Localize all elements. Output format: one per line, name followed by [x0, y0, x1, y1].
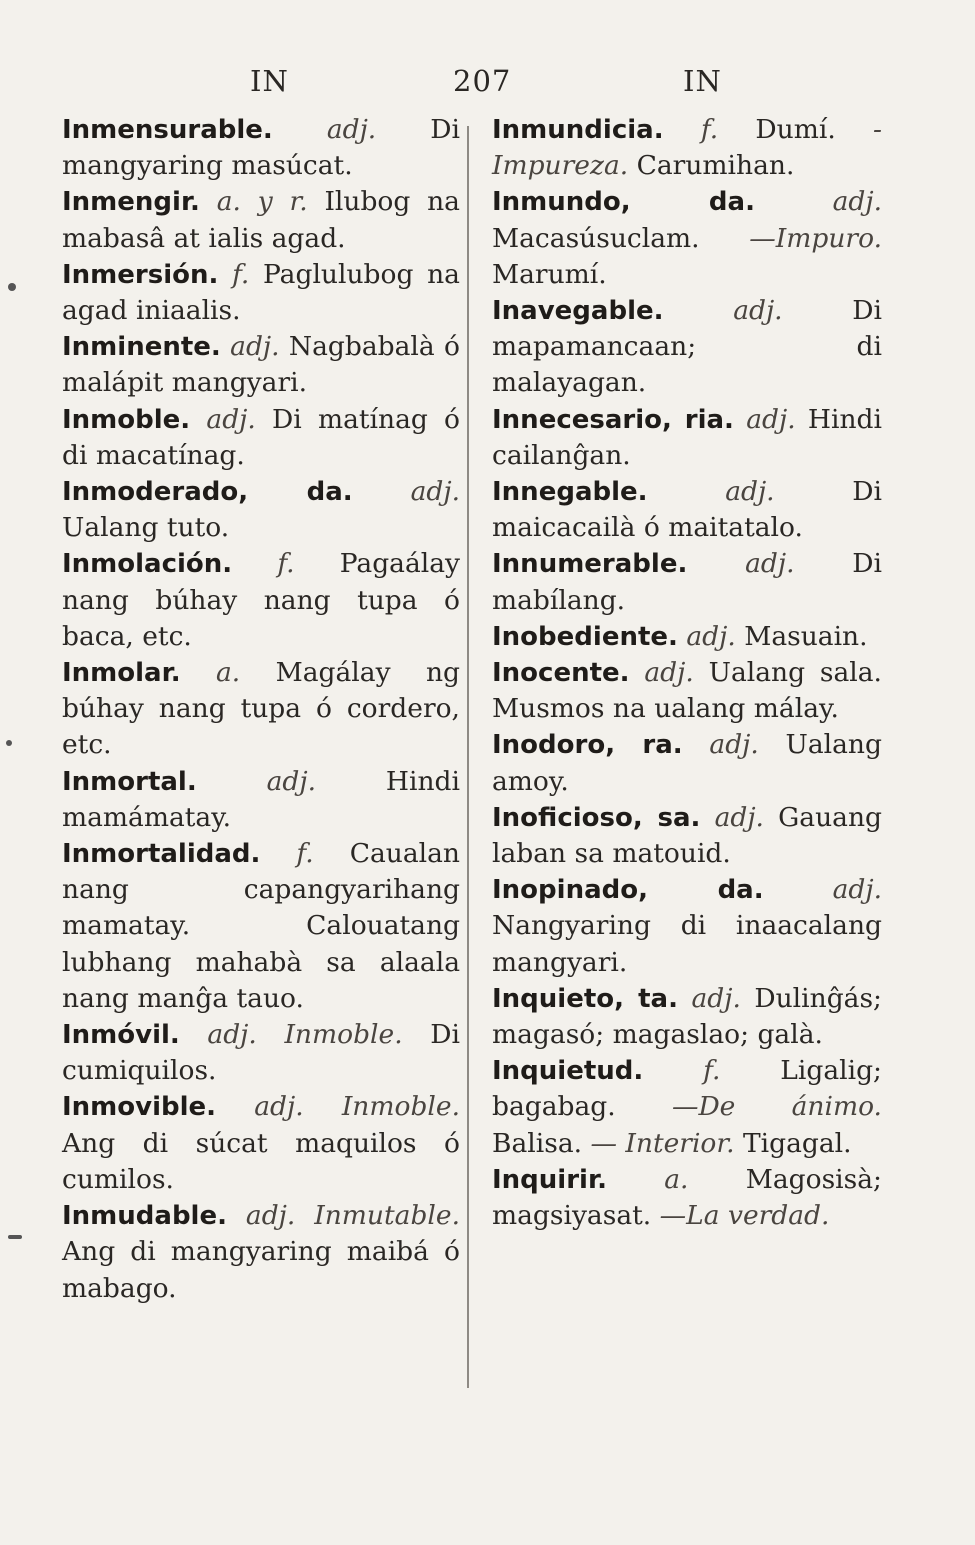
headword: Inocente.: [492, 658, 630, 689]
definition: Balisa.: [492, 1127, 583, 1159]
part-of-speech: f.: [703, 1055, 721, 1087]
dictionary-entry: [492, 619, 882, 655]
definition: Ilubog na mabasâ at ialis agad.: [62, 186, 460, 254]
cross-reference: —Impuro.: [749, 222, 882, 254]
definition: Paglulubog na agad iniaalis.: [62, 258, 460, 327]
headword: Inmolación.: [62, 549, 233, 580]
definition: Hindi cailanĝan.: [492, 403, 882, 471]
headword: Inmensurable.: [62, 115, 273, 145]
part-of-speech: adj.: [832, 186, 882, 218]
headword: Innumerable.: [492, 549, 688, 580]
headword: Inquirir.: [492, 1164, 607, 1195]
headword: Innegable.: [492, 477, 648, 508]
headword: Inmengir.: [62, 187, 200, 218]
headword: Inopinado, da.: [492, 875, 764, 906]
dictionary-entry: [62, 329, 460, 401]
left-column: [62, 112, 460, 1307]
cross-reference: Inmoble.: [341, 1091, 460, 1123]
part-of-speech: adj.: [709, 729, 759, 761]
part-of-speech: a.: [664, 1163, 689, 1195]
dictionary-entry: [492, 727, 882, 799]
part-of-speech: adj.: [733, 295, 783, 327]
margin-speck: [6, 740, 12, 746]
page-number: 207: [453, 64, 512, 98]
dictionary-entry: [62, 655, 460, 764]
headword: Inmersión.: [62, 259, 219, 290]
headword: Inminente.: [62, 332, 221, 363]
right-column: [492, 112, 882, 1234]
definition: Di mapamancaan; di malayagan.: [492, 295, 882, 399]
part-of-speech: adj.: [245, 1200, 296, 1232]
definition: Ualang amoy.: [492, 729, 882, 797]
headword: Inmoble.: [62, 404, 191, 435]
headword: Inmóvil.: [62, 1020, 180, 1051]
dictionary-entry: [62, 1089, 460, 1198]
cross-reference: — Interior.: [590, 1127, 735, 1159]
part-of-speech: f.: [277, 548, 295, 580]
definition: Magálay ng búhay nang tupa ó cordero, etc.: [62, 657, 460, 761]
part-of-speech: f.: [700, 114, 719, 145]
cross-reference: Inmutable.: [314, 1200, 460, 1232]
dictionary-entry: [492, 1053, 882, 1162]
headword: Inobediente.: [492, 621, 678, 652]
definition: Ligalig; bagabag.: [492, 1055, 882, 1123]
dictionary-entry: [62, 1198, 460, 1307]
definition: Nangyaring di inaacalang mangyari.: [492, 910, 882, 978]
definition: Ang di mangyaring maibá ó mabago.: [62, 1236, 460, 1304]
column-divider: [467, 126, 469, 1388]
definition: Di cumiquilos.: [62, 1019, 460, 1087]
headword: Inmortalidad.: [62, 839, 261, 870]
dictionary-entry: [492, 981, 882, 1053]
running-head: [0, 64, 975, 108]
part-of-speech: adj.: [266, 765, 317, 797]
dictionary-entry: [62, 112, 460, 184]
part-of-speech: adj.: [230, 331, 280, 363]
headword: Inoficioso, sa.: [492, 802, 701, 833]
headword: Inmudable.: [62, 1201, 227, 1232]
header-left-guide: IN: [250, 64, 289, 98]
dictionary-entry: [62, 257, 460, 329]
definition: Di mangyaring masúcat.: [62, 114, 460, 182]
definition: Masuain.: [744, 620, 868, 652]
dictionary-entry: [492, 112, 882, 184]
dictionary-entry: [492, 546, 882, 618]
headword: Inmovible.: [62, 1092, 217, 1123]
part-of-speech: f.: [296, 838, 314, 870]
part-of-speech: adj.: [254, 1091, 304, 1123]
dictionary-entry: [62, 836, 460, 1017]
cross-reference: —La verdad.: [659, 1200, 830, 1232]
definition: Nagbabalà ó malápit mangyari.: [62, 331, 460, 399]
margin-speck: [8, 1235, 22, 1239]
part-of-speech: adj.: [714, 801, 764, 833]
part-of-speech: adj.: [691, 982, 741, 1014]
cross-reference: —De ánimo.: [671, 1091, 882, 1123]
definition: Marumí.: [492, 258, 607, 290]
headword: Inmoderado, da.: [62, 477, 353, 508]
part-of-speech: adj.: [725, 476, 775, 508]
part-of-speech: a. y r.: [216, 186, 308, 218]
part-of-speech: adj.: [832, 874, 882, 906]
definition: Caualan nang capangyarihang mamatay. Calouatang lubhang mahabà sa alaala nang manĝa tauo.: [62, 838, 460, 1014]
headword: Inquieto, ta.: [492, 983, 678, 1014]
headword: Inmolar.: [62, 658, 181, 689]
cross-reference: Inmoble.: [284, 1019, 403, 1051]
definition: Di matínag ó di macatínag.: [62, 403, 460, 471]
header-right-guide: IN: [683, 64, 722, 98]
definition: Ang di súcat maquilos ó cumilos.: [62, 1127, 460, 1195]
headword: Inmundicia.: [492, 115, 664, 145]
dictionary-entry: [62, 402, 460, 474]
part-of-speech: adj.: [206, 403, 256, 435]
margin-speck: [8, 283, 16, 291]
part-of-speech: adj.: [745, 548, 795, 580]
definition: Di mabílang.: [492, 548, 882, 616]
definition: Carumihan.: [636, 150, 795, 182]
headword: Inquietud.: [492, 1056, 644, 1087]
part-of-speech: adj.: [410, 476, 460, 508]
definition: Macasúsuclam.: [492, 222, 700, 254]
dictionary-entry: [62, 764, 460, 836]
dictionary-entry: [492, 293, 882, 402]
definition: Ualang sala. Musmos na ualang málay.: [492, 657, 882, 725]
headword: Inmortal.: [62, 766, 197, 797]
part-of-speech: adj.: [686, 620, 736, 652]
definition: Tigagal.: [743, 1127, 852, 1159]
part-of-speech: adj.: [326, 114, 377, 145]
dictionary-entry: [62, 184, 460, 256]
definition: Pagaálay nang búhay nang tupa ó baca, etc.: [62, 548, 460, 652]
definition: Hindi mamámatay.: [62, 765, 460, 833]
definition: Magosisà; magsiyasat.: [492, 1163, 882, 1232]
dictionary-entry: [492, 872, 882, 981]
dictionary-entry: [492, 184, 882, 293]
cross-reference: -Impureza.: [492, 114, 882, 182]
dictionary-entry: [492, 655, 882, 727]
dictionary-entry: [492, 800, 882, 872]
dictionary-entry: [492, 402, 882, 474]
definition: Dumí.: [755, 114, 836, 145]
dictionary-entry: [62, 1017, 460, 1089]
definition: Dulinĝás; magasó; magaslao; galà.: [492, 982, 882, 1051]
headword: Innecesario, ria.: [492, 404, 734, 435]
dictionary-entry: [62, 546, 460, 655]
definition: Ualang tuto.: [62, 512, 230, 544]
part-of-speech: adj.: [746, 403, 796, 435]
definition: Di maicacailà ó maitatalo.: [492, 476, 882, 544]
definition: Gauang laban sa matouid.: [492, 801, 882, 870]
part-of-speech: f.: [232, 258, 250, 290]
part-of-speech: a.: [215, 657, 241, 689]
dictionary-entry: [62, 474, 460, 546]
part-of-speech: adj.: [207, 1019, 257, 1051]
dictionary-entry: [492, 474, 882, 546]
headword: Inmundo, da.: [492, 187, 755, 218]
part-of-speech: adj.: [644, 657, 694, 689]
dictionary-entry: [492, 1162, 882, 1234]
headword: Inodoro, ra.: [492, 730, 683, 761]
headword: Inavegable.: [492, 296, 664, 327]
